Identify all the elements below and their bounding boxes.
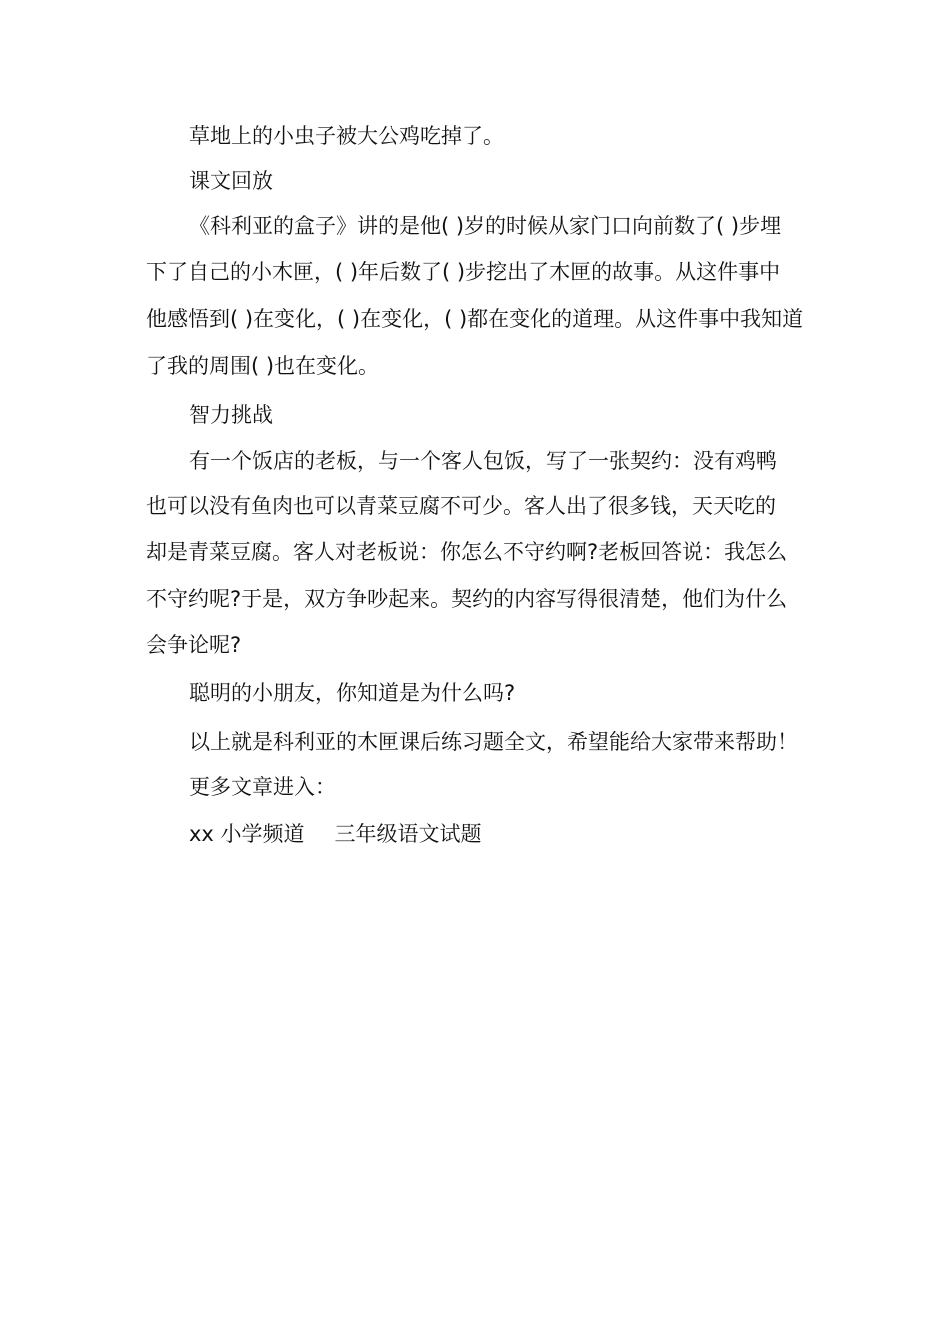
- text-line: 却是青菜豆腐。客人对老板说：你怎么不守约啊?老板回答说：我怎么: [146, 540, 788, 564]
- text-line: 了我的周围( )也在变化。: [146, 354, 380, 378]
- section-heading: 课文回放: [189, 169, 273, 193]
- channel-link[interactable]: xx 小学频道: [189, 822, 305, 846]
- section-heading: 智力挑战: [189, 403, 273, 427]
- text-line: 也可以没有鱼肉也可以青菜豆腐不可少。客人出了很多钱，天天吃的: [146, 494, 776, 518]
- text-line: 不守约呢?于是，双方争吵起来。契约的内容写得很清楚，他们为什么: [146, 587, 788, 611]
- text-line: 下了自己的小木匣，( )年后数了( )步挖出了木匣的故事。从这件事中: [146, 260, 781, 284]
- text-line: 更多文章进入：: [189, 775, 336, 799]
- text-line: 聪明的小朋友，你知道是为什么吗?: [189, 681, 516, 705]
- text-line: 草地上的小虫子被大公鸡吃掉了。: [189, 124, 504, 148]
- category-link[interactable]: 三年级语文试题: [334, 822, 482, 846]
- text-line: 他感悟到( )在变化，( )在变化，( )都在变化的道理。从这件事中我知道: [146, 307, 804, 331]
- links-line: [189, 819, 864, 849]
- text-line: 有一个饭店的老板，与一个客人包饭，写了一张契约：没有鸡鸭: [189, 449, 777, 473]
- text-line: 《科利亚的盒子》讲的是他( )岁的时候从家门口向前数了( )步埋: [189, 214, 782, 238]
- text-line: 会争论呢?: [146, 633, 242, 657]
- text-line: 以上就是科利亚的木匣课后练习题全文，希望能给大家带来帮助！: [189, 730, 798, 754]
